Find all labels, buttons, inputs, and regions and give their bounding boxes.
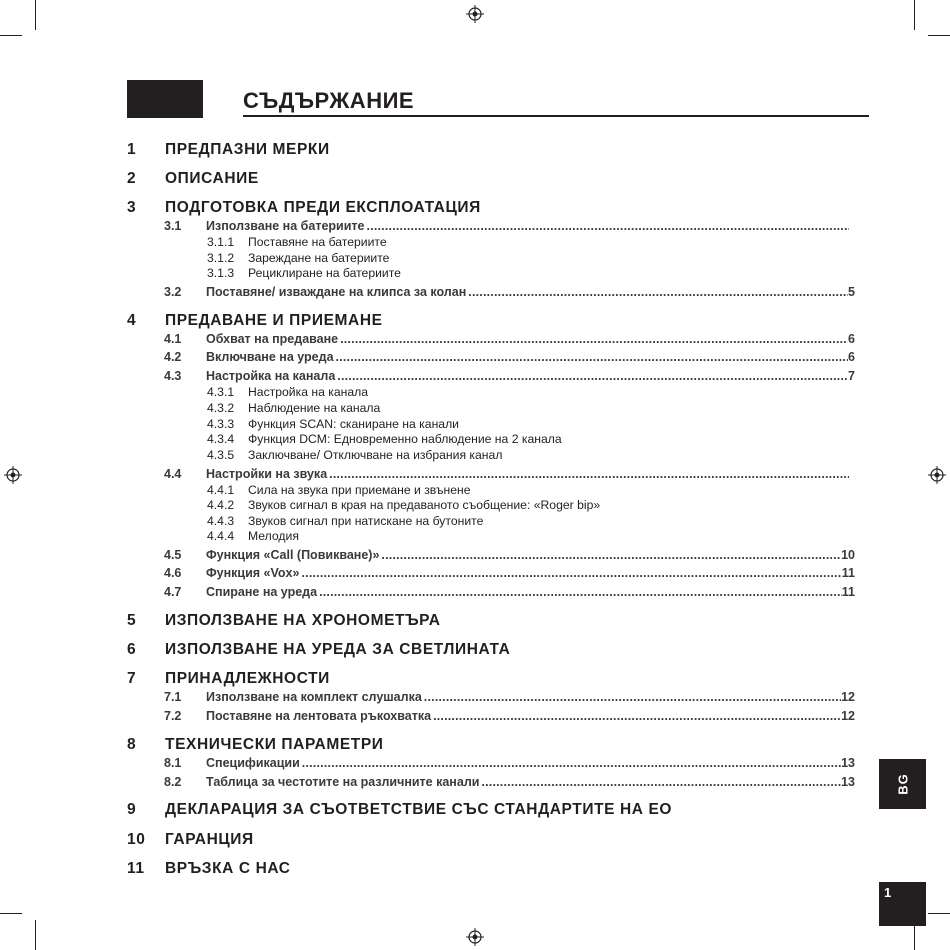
toc-section (164, 332, 855, 348)
chapter-number: 8 (127, 736, 137, 753)
toc-section (164, 709, 855, 725)
leader-dots (319, 585, 842, 599)
toc-section (164, 775, 855, 791)
subsection-title: Заключване/ Отключване на избрания канал (248, 448, 503, 462)
leader-dots (329, 467, 849, 481)
leader-dots (433, 709, 841, 723)
section-page: 10 (841, 548, 855, 562)
toc-section (164, 369, 855, 385)
leader-dots (302, 756, 841, 770)
subsection-number: 3.1.3 (207, 266, 235, 280)
toc-section (164, 585, 855, 601)
subsection-number: 3.1.1 (207, 235, 235, 249)
section-number: 4.4 (164, 467, 182, 481)
subsection-number: 4.3.3 (207, 417, 235, 431)
section-title: Поставяне/ изваждане на клипса за колан (206, 285, 467, 299)
section-page: 12 (841, 690, 855, 704)
toc-section (164, 350, 855, 366)
section-page: 5 (848, 285, 855, 299)
chapter-number: 6 (127, 641, 137, 658)
subsection-number: 4.3.2 (207, 401, 235, 415)
chapter-title: ПРЕДПАЗНИ МЕРКИ (165, 141, 330, 158)
chapter-title: ОПИСАНИЕ (165, 170, 259, 187)
leader-dots (336, 350, 849, 364)
chapter-number: 4 (127, 312, 137, 329)
language-tab-label: BG (895, 773, 910, 795)
subsection-title: Поставяне на батериите (248, 235, 387, 249)
chapter-title: ПРИНАДЛЕЖНОСТИ (165, 670, 330, 687)
section-number: 8.2 (164, 775, 182, 789)
chapter-number: 3 (127, 199, 137, 216)
subsection-title: Зареждане на батериите (248, 251, 390, 265)
section-title: Функция «Vox» (206, 566, 300, 580)
subsection-number: 4.4.2 (207, 498, 235, 512)
crop-mark-icon (0, 35, 22, 36)
chapter-number: 10 (127, 831, 146, 848)
section-number: 4.5 (164, 548, 182, 562)
toc-section (164, 285, 855, 301)
leader-dots (337, 369, 848, 383)
section-number: 7.1 (164, 690, 182, 704)
chapter-number: 1 (127, 141, 137, 158)
section-number: 7.2 (164, 709, 182, 723)
registration-mark-icon (466, 5, 484, 23)
section-page: 7 (848, 369, 855, 383)
subsection-title: Настройка на канала (248, 385, 369, 399)
section-number: 3.1 (164, 219, 182, 233)
page-number-box (879, 882, 926, 926)
section-number: 4.6 (164, 566, 182, 580)
subsection-number: 4.3.5 (207, 448, 235, 462)
chapter-title: ГАРАНЦИЯ (165, 831, 254, 848)
toc-section (164, 467, 849, 483)
section-number: 3.2 (164, 285, 182, 299)
section-number: 4.3 (164, 369, 182, 383)
subsection-title: Функция SCAN: сканиране на канали (248, 417, 459, 431)
chapter-title: ТЕХНИЧЕСКИ ПАРАМЕТРИ (165, 736, 384, 753)
toc-section (164, 566, 855, 582)
leader-dots (481, 775, 841, 789)
chapter-number: 2 (127, 170, 137, 187)
leader-dots (301, 566, 841, 580)
registration-mark-icon (466, 928, 484, 946)
subsection-title: Звуков сигнал при натискане на бутоните (248, 514, 484, 528)
subsection-number: 3.1.2 (207, 251, 235, 265)
title-underline (243, 115, 869, 117)
toc-section (164, 219, 849, 235)
section-page: 11 (841, 566, 855, 580)
crop-mark-icon (35, 0, 36, 30)
section-title: Спецификации (206, 756, 300, 770)
section-page: 11 (841, 585, 855, 599)
chapter-title: ПРЕДАВАНЕ И ПРИЕМАНЕ (165, 312, 383, 329)
section-title: Спиране на уреда (206, 585, 318, 599)
leader-dots (468, 285, 848, 299)
subsection-title: Сила на звука при приемане и звънене (248, 483, 471, 497)
chapter-number: 9 (127, 801, 137, 818)
chapter-number: 5 (127, 612, 137, 629)
section-page: 13 (841, 756, 855, 770)
subsection-number: 4.3.4 (207, 432, 235, 446)
subsection-title: Рециклиране на батериите (248, 266, 401, 280)
section-title: Използване на комплект слушалка (206, 690, 422, 704)
crop-mark-icon (928, 35, 950, 36)
language-tab (879, 759, 926, 809)
toc-section (164, 690, 855, 706)
section-title: Поставяне на лентовата ръкохватка (206, 709, 432, 723)
chapter-title: ПОДГОТОВКА ПРЕДИ ЕКСПЛОАТАЦИЯ (165, 199, 481, 216)
registration-mark-icon (4, 466, 22, 484)
subsection-number: 4.4.4 (207, 529, 235, 543)
chapter-title: ИЗПОЛЗВАНЕ НА УРЕДА ЗА СВЕТЛИНАТА (165, 641, 511, 658)
section-number: 4.2 (164, 350, 182, 364)
subsection-number: 4.4.1 (207, 483, 235, 497)
chapter-number: 11 (127, 860, 145, 877)
subsection-title: Мелодия (248, 529, 299, 543)
toc-section (164, 756, 855, 772)
toc-section (164, 548, 855, 564)
crop-mark-icon (0, 913, 22, 914)
section-title: Обхват на предаване (206, 332, 339, 346)
section-page: 6 (848, 350, 855, 364)
section-title: Включване на уреда (206, 350, 334, 364)
section-number: 4.1 (164, 332, 182, 346)
crop-mark-icon (914, 0, 915, 30)
subsection-title: Наблюдение на канала (248, 401, 381, 415)
crop-mark-icon (35, 920, 36, 950)
section-title: Използване на батериите (206, 219, 365, 233)
section-title: Таблица за честотите на различните канали (206, 775, 480, 789)
leader-dots (424, 690, 841, 704)
section-title: Функция «Call (Повикване)» (206, 548, 380, 562)
subsection-title: Функция DCM: Едновременно наблюдение на 2 канала (248, 432, 562, 446)
subsection-number: 4.3.1 (207, 385, 235, 399)
section-page: 6 (848, 332, 855, 346)
subsection-title: Звуков сигнал в края на предаваното съобщение: «Roger bip» (248, 498, 601, 512)
section-page: 12 (841, 709, 855, 723)
header-black-block (127, 80, 203, 118)
subsection-number: 4.4.3 (207, 514, 235, 528)
section-title: Настройки на звука (206, 467, 328, 481)
leader-dots (366, 219, 849, 233)
chapter-title: ИЗПОЛЗВАНЕ НА ХРОНОМЕТЪРА (165, 612, 441, 629)
chapter-number: 7 (127, 670, 137, 687)
section-title: Настройка на канала (206, 369, 336, 383)
page-number: 1 (884, 885, 892, 900)
leader-dots (381, 548, 841, 562)
registration-mark-icon (928, 466, 946, 484)
section-page: 13 (841, 775, 855, 789)
leader-dots (340, 332, 848, 346)
page-title: СЪДЪРЖАНИЕ (243, 88, 415, 113)
chapter-title: ДЕКЛАРАЦИЯ ЗА СЪОТВЕТСТВИЕ СЪС СТАНДАРТИТЕ НА ЕО (165, 801, 673, 818)
section-number: 8.1 (164, 756, 182, 770)
chapter-title: ВРЪЗКА С НАС (165, 860, 291, 877)
section-number: 4.7 (164, 585, 182, 599)
crop-mark-icon (928, 913, 950, 914)
